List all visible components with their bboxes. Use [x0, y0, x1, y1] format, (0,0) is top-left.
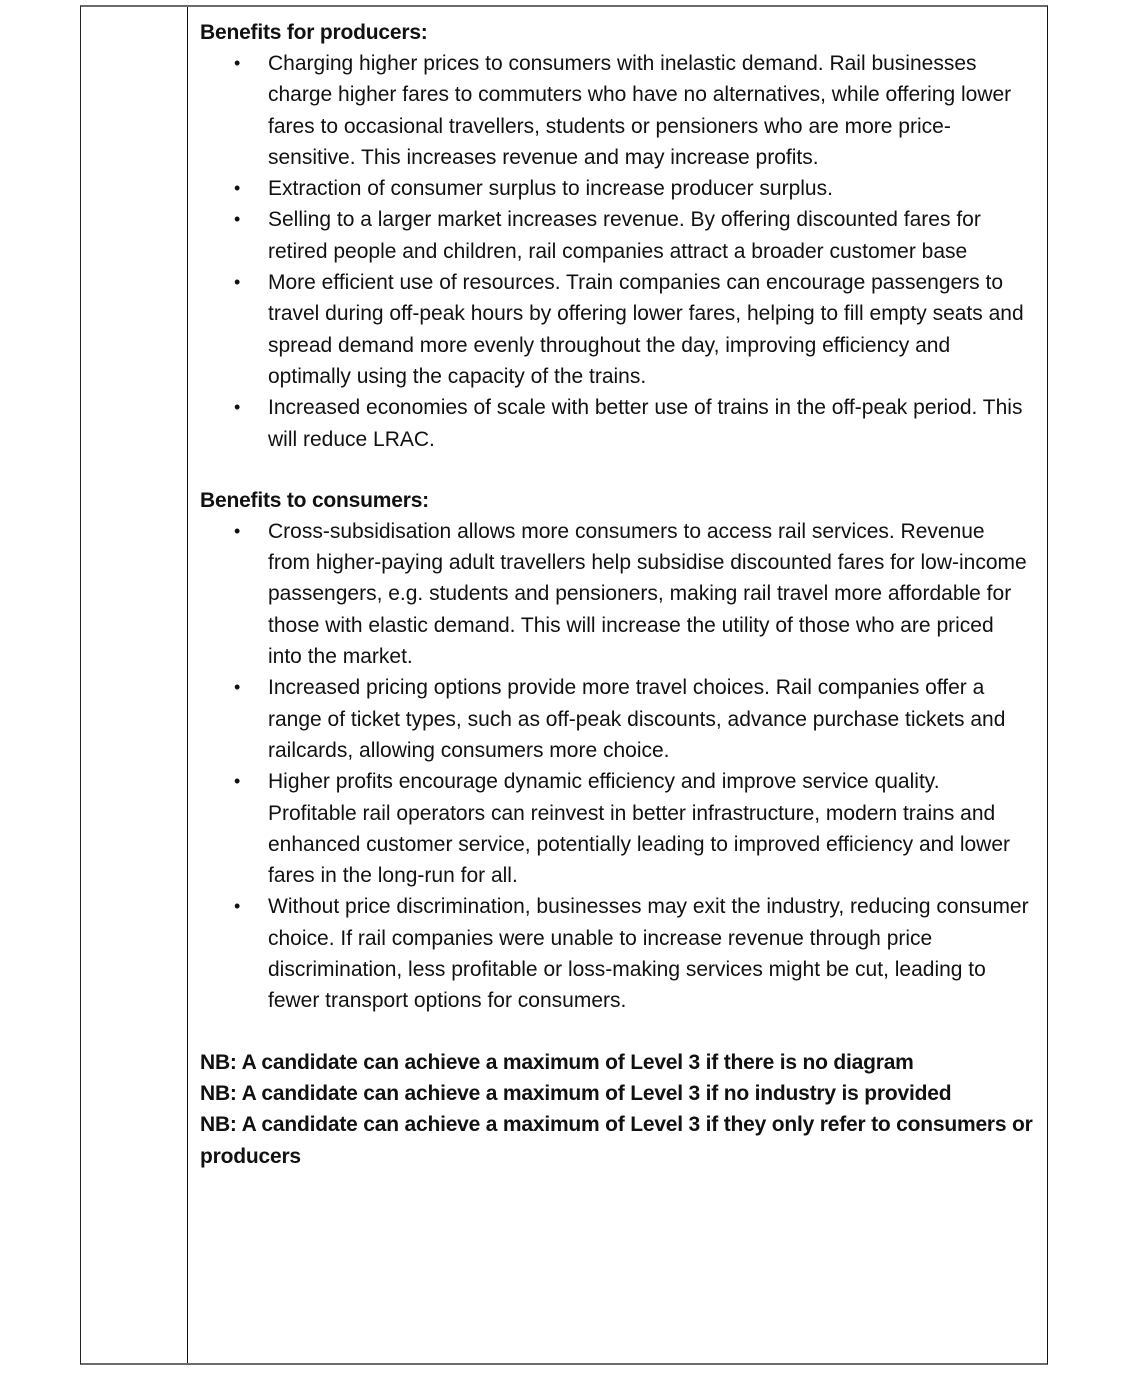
nb-note-industry: NB: A candidate can achieve a maximum of Level 3 if no industry is provided: [200, 1081, 952, 1105]
bullet-icon: •: [234, 178, 241, 199]
section-spacer: [200, 455, 1037, 485]
list-item: [200, 672, 1037, 766]
consumers-heading: Benefits to consumers:: [200, 488, 429, 512]
nb-note-diagram: NB: A candidate can achieve a maximum of Level 3 if there is no diagram: [200, 1050, 914, 1074]
bullet-icon: •: [234, 397, 241, 418]
section-spacer: [200, 1017, 1037, 1047]
nb-note-consumers-producers: NB: A candidate can achieve a maximum of Level 3 if they only refer to consumers or producers: [200, 1113, 1033, 1168]
list-item-text: Extraction of consumer surplus to increase producer surplus.: [268, 177, 833, 201]
list-item: [200, 766, 1037, 891]
list-item: [200, 516, 1037, 672]
list-item: [200, 48, 1037, 173]
list-item-text: More efficient use of resources. Train companies can encourage passengers to travel during off-peak hours by offering lower fares, helping to fill empty seats and spread demand more evenly throughout the day, improving efficiency and optimally using the capacity of the trains.: [268, 271, 1024, 388]
content-cell: [188, 7, 1047, 1363]
list-item: [200, 204, 1037, 267]
bullet-icon: •: [234, 520, 241, 541]
list-item-text: Without price discrimination, businesses may exit the industry, reducing consumer choice. If rail companies were unable to increase revenue through price discrimination, less profitable or loss-making services might be cut, leading to fewer transport options for consumers.: [268, 895, 1029, 1013]
bullet-icon: •: [234, 771, 241, 792]
left-column-cell: [81, 7, 188, 1363]
producers-heading: Benefits for producers:: [200, 21, 428, 44]
list-item-text: Charging higher prices to consumers with inelastic demand. Rail businesses charge higher fares to commuters who have no alternatives, while offering lower fares to occasional travellers, students or pensioners who are more price-sensitive. This increases revenue and may increase profits.: [268, 52, 1012, 169]
list-item-text: Increased economies of scale with better use of trains in the off-peak period. This will reduce LRAC.: [268, 396, 1023, 451]
list-item-text: Cross-subsidisation allows more consumers to access rail services. Revenue from higher-paying adult travellers help subsidise discounted fares for low-income passengers, e.g. students and pensioners, making rail travel more affordable for those with elastic demand. This will increase the utility of those who are priced into the market.: [268, 519, 1027, 669]
list-item: [200, 267, 1037, 392]
list-item-text: Higher profits encourage dynamic efficiency and improve service quality. Profitable rail operators can reinvest in better infrastructure, modern trains and enhanced customer service, potentially leading to improved efficiency and lower fares in the long-run for all.: [268, 770, 1011, 888]
bullet-icon: •: [234, 53, 241, 73]
bullet-icon: •: [234, 896, 241, 917]
producers-list: [200, 48, 1037, 455]
bullet-icon: •: [234, 677, 241, 698]
consumers-list: [200, 516, 1037, 1017]
list-item-text: Increased pricing options provide more travel choices. Rail companies offer a range of ticket types, such as off-peak discounts, advance purchase tickets and railcards, allowing consumers more choice.: [268, 676, 1006, 762]
bullet-icon: •: [234, 209, 241, 230]
list-item: [200, 392, 1037, 455]
list-item-text: Selling to a larger market increases revenue. By offering discounted fares for retired people and children, rail companies attract a broader customer base: [268, 208, 981, 263]
mark-scheme-table: [80, 5, 1048, 1365]
list-item: [200, 891, 1037, 1016]
bullet-icon: •: [234, 272, 241, 293]
list-item: [200, 173, 1037, 204]
